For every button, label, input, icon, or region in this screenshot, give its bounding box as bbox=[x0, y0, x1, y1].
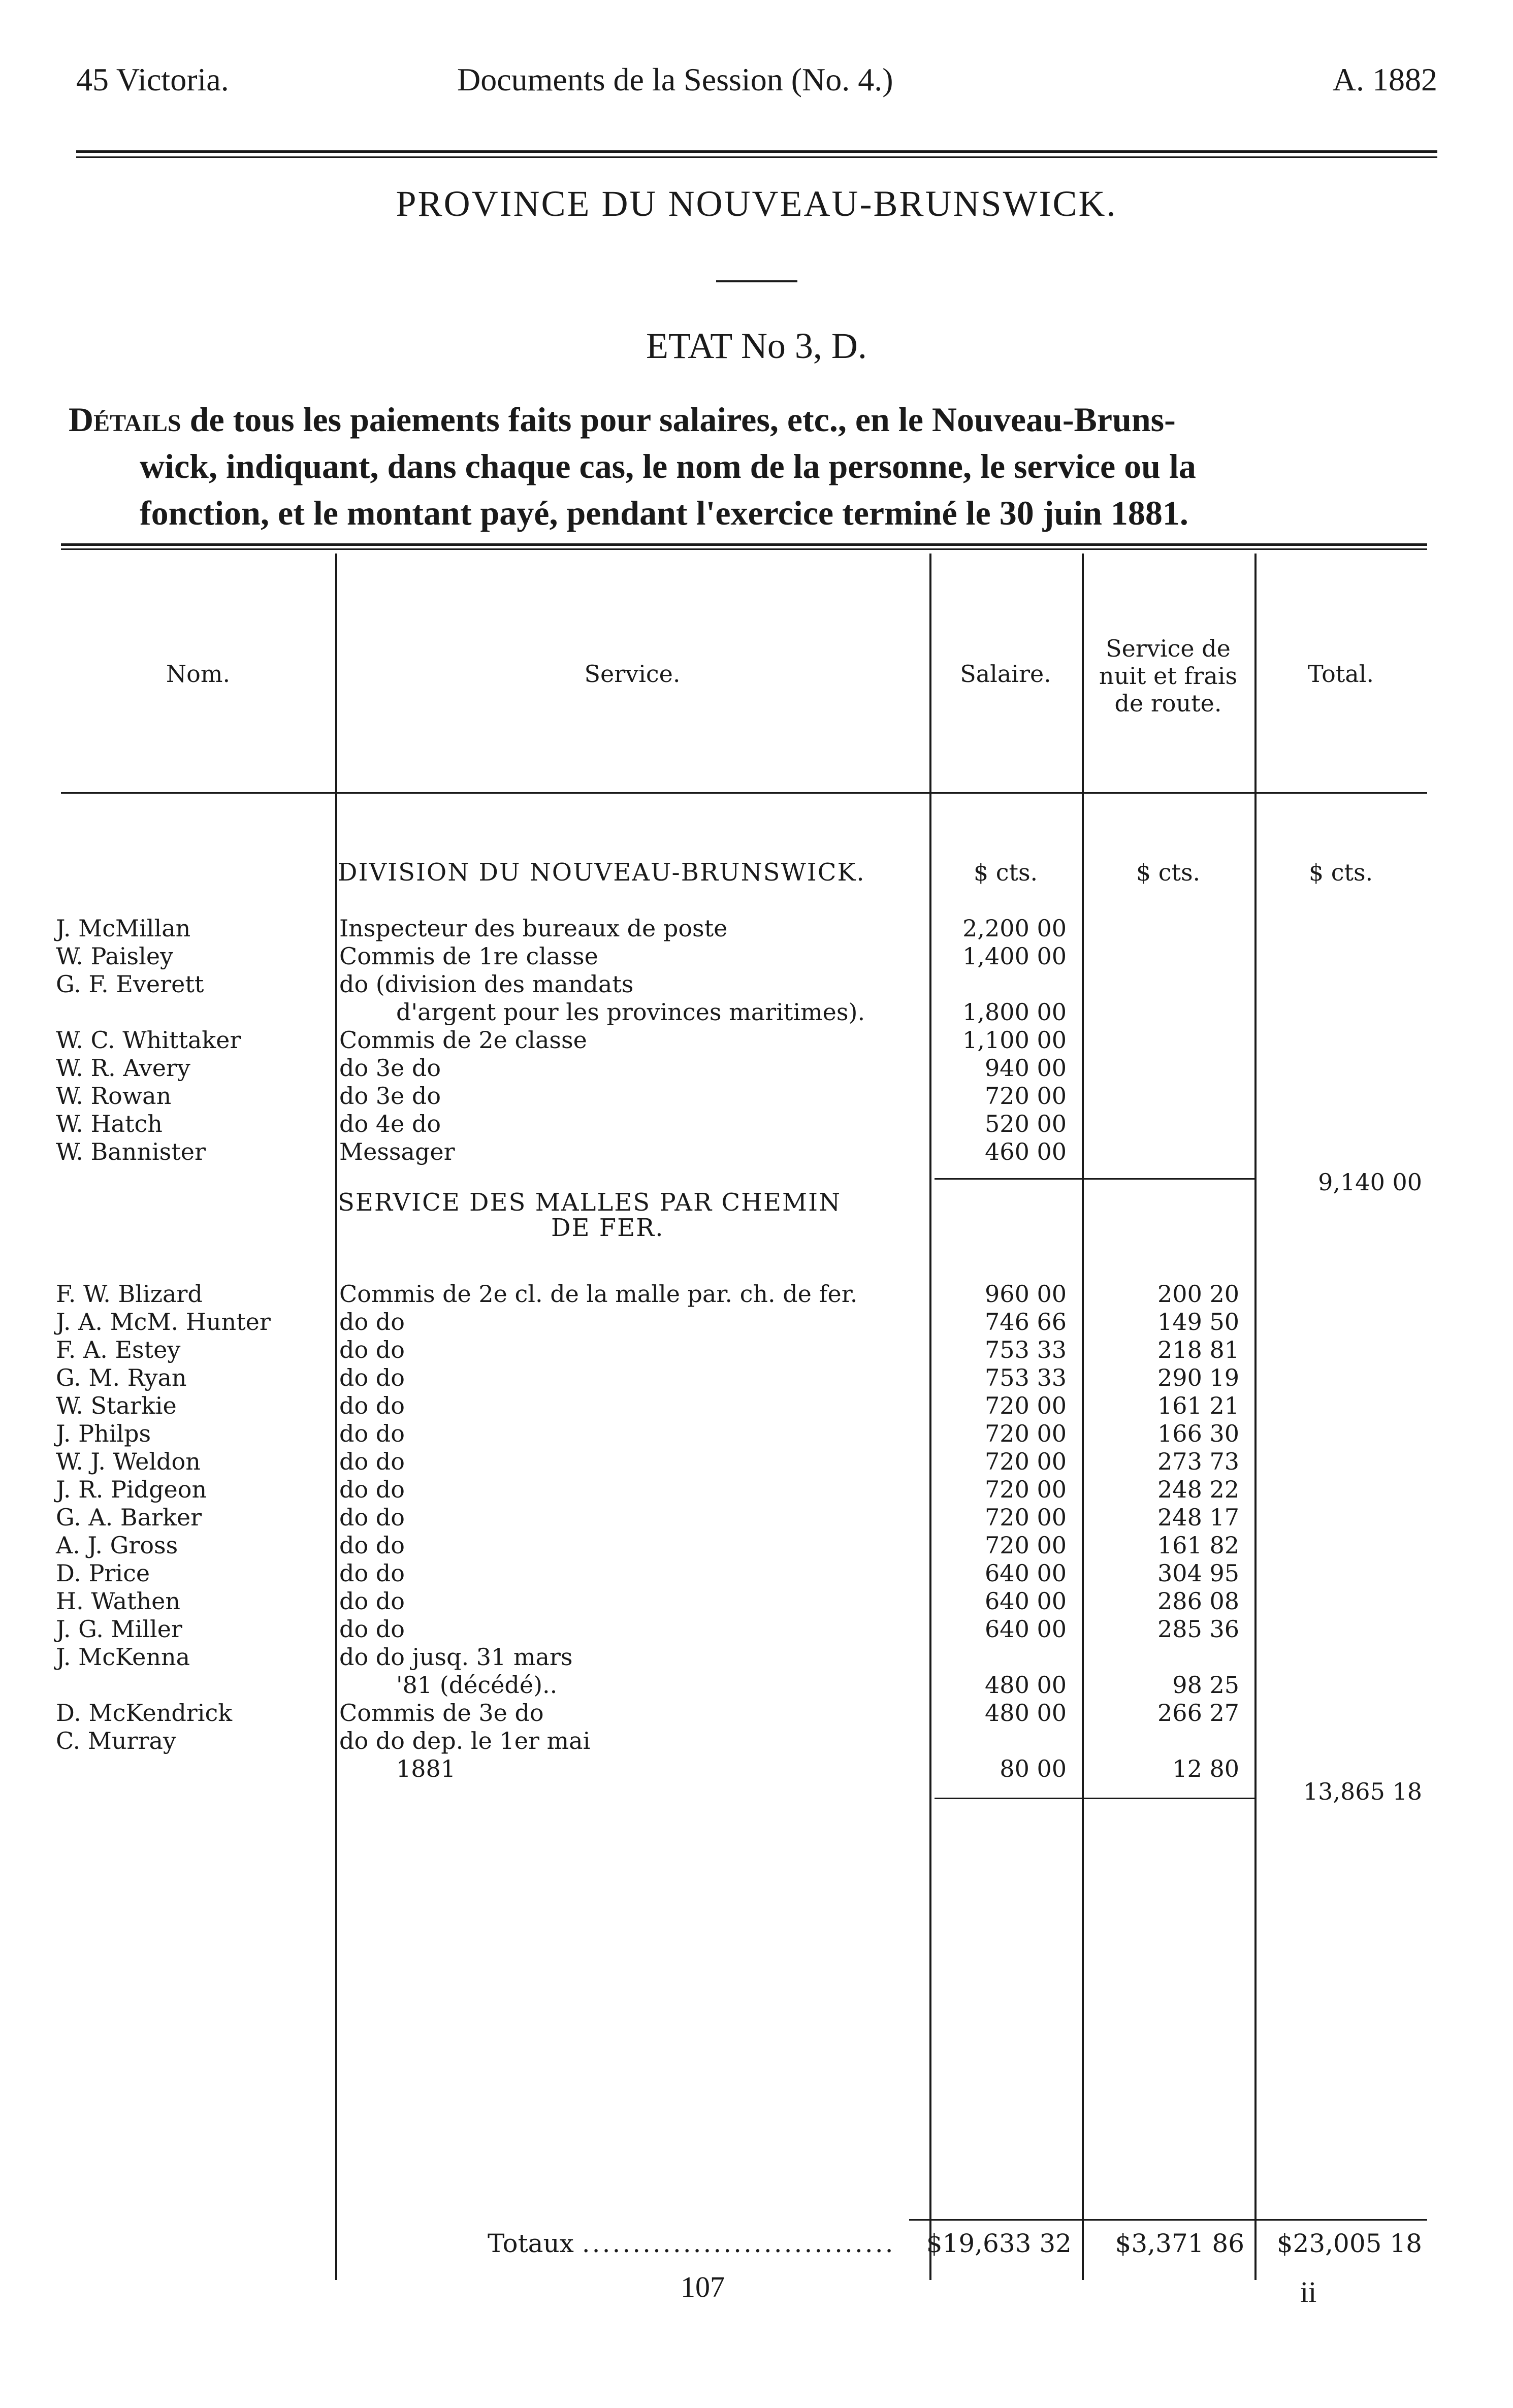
row-salaire: 753 33 bbox=[985, 1364, 1067, 1391]
section1-total: 9,140 00 bbox=[1318, 1168, 1422, 1196]
row-nom: W. J. Weldon bbox=[56, 1448, 201, 1475]
row-service: Commis de 2e cl. de la malle par. ch. de fer. bbox=[339, 1280, 858, 1308]
title-divider bbox=[716, 280, 797, 282]
row-nom: W. Starkie bbox=[56, 1392, 177, 1419]
intro-line2: wick, indiquant, dans chaque cas, le nom de la personne, le service ou la bbox=[140, 447, 1196, 485]
row-salaire: 1,100 00 bbox=[962, 1026, 1067, 1054]
row-salaire: 720 00 bbox=[985, 1420, 1067, 1447]
col-header-salaire: Salaire. bbox=[960, 660, 1051, 688]
row-service: do do bbox=[339, 1587, 405, 1615]
row-salaire: 640 00 bbox=[985, 1559, 1067, 1587]
row-service: do do bbox=[339, 1448, 405, 1475]
row-salaire: 720 00 bbox=[985, 1532, 1067, 1559]
row-nom: W. Rowan bbox=[56, 1082, 172, 1110]
unit-nuit: $ cts. bbox=[1136, 859, 1201, 886]
row-nuit: 273 73 bbox=[1157, 1448, 1239, 1475]
page-number: 107 bbox=[681, 2270, 725, 2303]
row-nuit: 286 08 bbox=[1157, 1587, 1239, 1615]
row-service: do do bbox=[339, 1615, 405, 1643]
row-salaire: 2,200 00 bbox=[962, 915, 1067, 942]
row-nom: G. M. Ryan bbox=[56, 1364, 187, 1391]
row-service: do 3e do bbox=[339, 1054, 441, 1082]
section2-total: 13,865 18 bbox=[1303, 1778, 1422, 1805]
row-salaire: 1,400 00 bbox=[962, 942, 1067, 970]
row-nom: J. McKenna bbox=[56, 1643, 190, 1671]
section1-rule bbox=[935, 1178, 1254, 1180]
row-nuit: 290 19 bbox=[1157, 1364, 1239, 1391]
col-header-nuit-l1: Service de bbox=[1106, 635, 1231, 662]
row-service: do do jusq. 31 mars bbox=[339, 1643, 573, 1671]
col-header-nuit bbox=[1082, 635, 1254, 717]
row-nuit: 161 21 bbox=[1157, 1392, 1239, 1419]
section2-heading-l1: SERVICE DES MALLES PAR CHEMIN bbox=[338, 1188, 842, 1217]
row-service: do do bbox=[339, 1476, 405, 1503]
row-nom: W. R. Avery bbox=[56, 1054, 190, 1082]
row-salaire: 480 00 bbox=[985, 1699, 1067, 1727]
row-service: do do bbox=[339, 1336, 405, 1363]
totals-label-text: Totaux bbox=[488, 2229, 574, 2258]
row-salaire: 720 00 bbox=[985, 1448, 1067, 1475]
intro-line3: fonction, et le montant payé, pendant l'exercice terminé le 30 juin 1881. bbox=[140, 494, 1188, 532]
col-divider-1 bbox=[335, 554, 337, 2280]
table-top-rule bbox=[61, 543, 1427, 546]
table-top-rule-2 bbox=[61, 548, 1427, 550]
row-salaire: 940 00 bbox=[985, 1054, 1067, 1082]
row-service: do do bbox=[339, 1559, 405, 1587]
header-center: Documents de la Session (No. 4.) bbox=[457, 61, 893, 97]
row-nuit: 248 17 bbox=[1157, 1504, 1239, 1531]
row-salaire: 720 00 bbox=[985, 1504, 1067, 1531]
row-nuit: 285 36 bbox=[1157, 1615, 1239, 1643]
totals-nuit: $3,371 86 bbox=[1115, 2229, 1244, 2258]
row-nom: W. Bannister bbox=[56, 1138, 206, 1165]
row-salaire: 460 00 bbox=[985, 1138, 1067, 1165]
header-rule-1 bbox=[76, 150, 1437, 153]
row-service-cont: d'argent pour les provinces maritimes). bbox=[396, 998, 865, 1026]
row-nuit: 12 80 bbox=[1172, 1755, 1239, 1782]
row-nom: W. Hatch bbox=[56, 1110, 163, 1137]
header-right: A. 1882 bbox=[1332, 61, 1437, 97]
row-service: Commis de 2e classe bbox=[339, 1026, 587, 1054]
row-nom: H. Wathen bbox=[56, 1587, 181, 1615]
row-service: do do bbox=[339, 1308, 405, 1336]
header-bottom-rule bbox=[61, 792, 1427, 794]
row-service: Messager bbox=[339, 1138, 455, 1165]
unit-total: $ cts. bbox=[1308, 859, 1373, 886]
col-header-nom: Nom. bbox=[166, 660, 231, 688]
row-nuit: 149 50 bbox=[1157, 1308, 1239, 1336]
row-nom: J. A. McM. Hunter bbox=[56, 1308, 271, 1336]
row-nuit: 304 95 bbox=[1157, 1559, 1239, 1587]
row-nuit: 98 25 bbox=[1172, 1671, 1239, 1699]
row-salaire: 520 00 bbox=[985, 1110, 1067, 1137]
section2-heading-l2: DE FER. bbox=[551, 1214, 664, 1242]
section2-rule bbox=[935, 1798, 1254, 1799]
section1-heading: DIVISION DU NOUVEAU-BRUNSWICK. bbox=[338, 858, 865, 887]
row-salaire: 720 00 bbox=[985, 1082, 1067, 1110]
row-service: do (division des mandats bbox=[339, 970, 634, 998]
totals-rule bbox=[909, 2219, 1427, 2221]
row-service: do do bbox=[339, 1532, 405, 1559]
row-service-cont: '81 (décédé).. bbox=[396, 1671, 558, 1699]
row-salaire: 746 66 bbox=[985, 1308, 1067, 1336]
row-nom: J. McMillan bbox=[56, 915, 191, 942]
row-salaire: 753 33 bbox=[985, 1336, 1067, 1363]
row-nom: W. Paisley bbox=[56, 942, 174, 970]
row-nom: D. McKendrick bbox=[56, 1699, 233, 1727]
totals-salaire: $19,633 32 bbox=[926, 2229, 1072, 2258]
row-nuit: 200 20 bbox=[1157, 1280, 1239, 1308]
row-salaire: 640 00 bbox=[985, 1587, 1067, 1615]
row-nom: G. A. Barker bbox=[56, 1504, 202, 1531]
col-header-nuit-l2: nuit et frais bbox=[1099, 662, 1238, 690]
row-salaire: 720 00 bbox=[985, 1392, 1067, 1419]
row-service: do do dep. le 1er mai bbox=[339, 1727, 591, 1754]
state-title: ETAT No 3, D. bbox=[646, 326, 867, 366]
row-nom: D. Price bbox=[56, 1559, 150, 1587]
row-salaire: 80 00 bbox=[1000, 1755, 1067, 1782]
intro-line1: de tous les paiements faits pour salaires, etc., en le Nouveau-Bruns- bbox=[189, 400, 1176, 439]
row-salaire: 640 00 bbox=[985, 1615, 1067, 1643]
unit-salaire: $ cts. bbox=[973, 859, 1038, 886]
row-nom: J. G. Miller bbox=[56, 1615, 182, 1643]
row-service: Commis de 1re classe bbox=[339, 942, 598, 970]
row-service: do do bbox=[339, 1364, 405, 1391]
row-service: Commis de 3e do bbox=[339, 1699, 544, 1727]
page-mark: ii bbox=[1300, 2275, 1317, 2308]
header-left: 45 Victoria. bbox=[76, 61, 229, 97]
totals-total: $23,005 18 bbox=[1276, 2229, 1422, 2258]
page-title: PROVINCE DU NOUVEAU-BRUNSWICK. bbox=[396, 183, 1117, 224]
row-nom: A. J. Gross bbox=[56, 1532, 178, 1559]
col-header-total: Total. bbox=[1307, 660, 1374, 688]
row-nuit: 218 81 bbox=[1157, 1336, 1239, 1363]
row-service-cont: 1881 bbox=[396, 1755, 456, 1782]
row-service: do do bbox=[339, 1392, 405, 1419]
row-nom: C. Murray bbox=[56, 1727, 176, 1754]
row-nom: W. C. Whittaker bbox=[56, 1026, 241, 1054]
intro-paragraph bbox=[69, 396, 1440, 536]
header-rule-2 bbox=[76, 156, 1437, 158]
intro-smallcaps: Détails bbox=[69, 400, 181, 439]
totals-label: Totaux ............................... bbox=[488, 2229, 895, 2258]
row-service: Inspecteur des bureaux de poste bbox=[339, 915, 728, 942]
row-service: do do bbox=[339, 1504, 405, 1531]
row-salaire: 720 00 bbox=[985, 1476, 1067, 1503]
row-nuit: 266 27 bbox=[1157, 1699, 1239, 1727]
col-divider-4 bbox=[1254, 554, 1257, 2280]
running-header bbox=[76, 61, 1437, 112]
row-service: do 3e do bbox=[339, 1082, 441, 1110]
row-salaire: 1,800 00 bbox=[962, 998, 1067, 1026]
row-nom: F. A. Estey bbox=[56, 1336, 181, 1363]
row-nom: G. F. Everett bbox=[56, 970, 204, 998]
col-header-service: Service. bbox=[584, 660, 681, 688]
row-nom: J. Philps bbox=[56, 1420, 151, 1447]
row-nom: F. W. Blizard bbox=[56, 1280, 203, 1308]
row-service: do 4e do bbox=[339, 1110, 441, 1137]
row-nuit: 248 22 bbox=[1157, 1476, 1239, 1503]
row-salaire: 960 00 bbox=[985, 1280, 1067, 1308]
row-nuit: 166 30 bbox=[1157, 1420, 1239, 1447]
col-header-nuit-l3: de route. bbox=[1114, 690, 1222, 717]
row-salaire: 480 00 bbox=[985, 1671, 1067, 1699]
row-service: do do bbox=[339, 1420, 405, 1447]
row-nuit: 161 82 bbox=[1157, 1532, 1239, 1559]
row-nom: J. R. Pidgeon bbox=[56, 1476, 207, 1503]
